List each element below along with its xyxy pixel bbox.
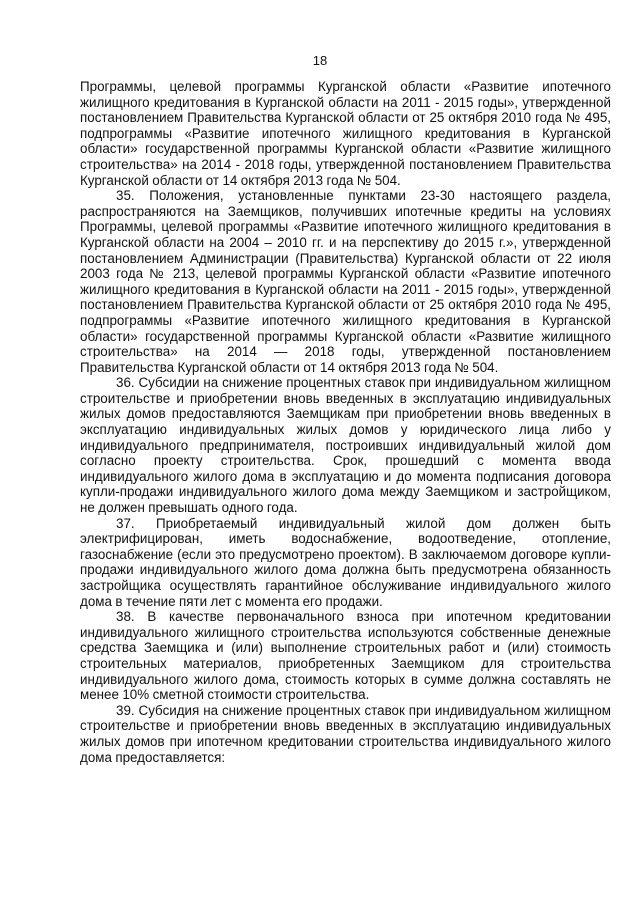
paragraph-37: 37. Приобретаемый индивидуальный жилой дом должен быть электрифицирован, иметь водоснабжение, водоотведение, отопление, газоснабжение (если это предусмотрено проектом). В заключаемом договоре купли-продажи индивидуального жилого дома должна быть предусмотрена обязанность застройщика осуществлять гарантийное обслуживание индивидуального жилого дома в течение пяти лет с момента его продажи. (80, 515, 611, 609)
paragraph-continuation: Программы, целевой программы Курганской области «Развитие ипотечного жилищного кредитования в Курганской области на 2011 - 2015 годы», утвержденной постановлением Правительства Курганской области от 25 октября 2010 года № 495, подпрограммы «Развитие ипотечного жилищного кредитования в Курганской области» государственной программы Курганской области «Развитие жилищного строительства» на 2014 - 2018 годы, утвержденной постановлением Правительства Курганской области от 14 октября 2013 года № 504. (80, 79, 611, 188)
paragraph-39: 39. Субсидия на снижение процентных ставок при индивидуальном жилищном строительстве и приобретении вновь введенных в эксплуатацию индивидуальных жилых домов при ипотечном кредитовании строительства индивидуального жилого дома предоставляется: (80, 702, 611, 765)
paragraph-35: 35. Положения, установленные пунктами 23-30 настоящего раздела, распространяются на Заемщиков, получивших ипотечные кредиты на условиях Программы, целевой программы «Развитие ипотечного жилищного кредитования в Курганской области на 2004 – 2010 гг. и на перспективу до 2015 г.», утвержденной постановлением Администрации (Правительства) Курганской области от 22 июля 2003 года № 213, целевой программы Курганской области «Развитие ипотечного жилищного кредитования в Курганской области на 2011 - 2015 годы», утвержденной постановлением Правительства Курганской области от 25 октября 2010 года № 495, подпрограммы «Развитие ипотечного жилищного кредитования в Курганской области» государственной программы Курганской области «Развитие жилищного строительства» на 2014 — 2018 годы, утвержденной постановлением Правительства Курганской области от 14 октября 2013 года № 504. (80, 188, 611, 375)
paragraph-36: 36. Субсидии на снижение процентных ставок при индивидуальном жилищном строительстве и приобретении вновь введенных в эксплуатацию индивидуальных жилых домов предоставляются Заемщикам при приобретении вновь введенных в эксплуатацию индивидуальных жилых домов у юридического лица либо у индивидуального предпринимателя, построивших индивидуальный жилой дом согласно проекту строительства. Срок, прошедший с момента ввода индивидуального жилого дома в эксплуатацию и до момента подписания договора купли-продажи индивидуального жилого дома между Заемщиком и застройщиком, не должен превышать одного года. (80, 375, 611, 516)
paragraph-38: 38. В качестве первоначального взноса при ипотечном кредитовании индивидуального жилищного строительства используются собственные денежные средства Заемщика и (или) выполнение строительных работ и (или) стоимость строительных материалов, приобретенных Заемщиком для строительства индивидуального жилого дома, стоимость которых в сумме должна составлять не менее 10% сметной стоимости строительства. (80, 609, 611, 703)
page-number: 18 (312, 53, 328, 68)
document-body (80, 79, 611, 765)
